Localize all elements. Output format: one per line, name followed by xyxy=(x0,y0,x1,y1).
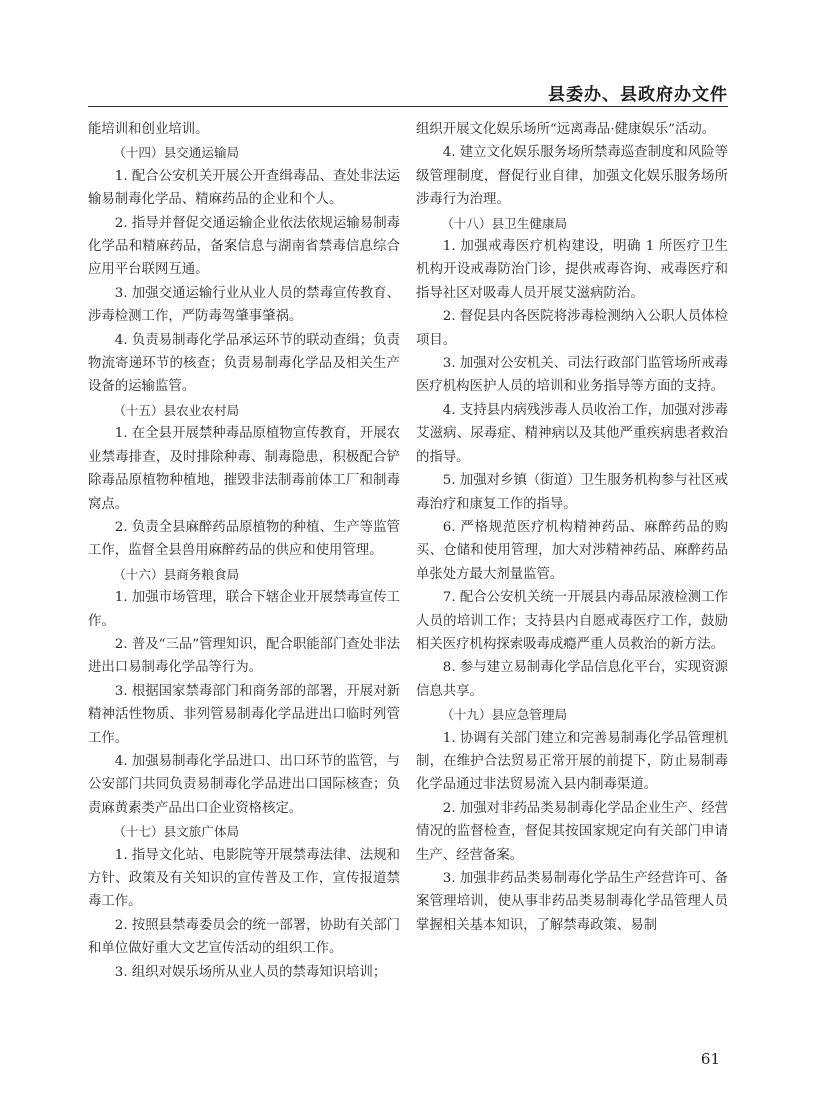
right-paragraph: 3. 加强对公安机关、司法行政部门监管场所戒毒医疗机构医护人员的培训和业务指导等方面的支持。 xyxy=(416,356,728,395)
header-title: 县委办、县政府办文件 xyxy=(548,85,728,105)
right-paragraph: 1. 协调有关部门建立和完善易制毒化学品管理机制，在维护合法贸易正常开展的前提下，防止易制毒化学品通过非法贸易流入县内制毒渠道。 xyxy=(416,730,728,793)
left-section-heading: （十七）县文旅广体局 xyxy=(113,824,240,840)
left-paragraph: 能培训和创业培训。 xyxy=(88,122,209,137)
right-section-heading: （十九）县应急管理局 xyxy=(441,707,568,723)
left-section-heading: （十六）县商务粮食局 xyxy=(113,566,240,582)
left-paragraph: 1. 加强市场管理，联合下辖企业开展禁毒宣传工作。 xyxy=(88,590,400,629)
right-section-heading: （十八）县卫生健康局 xyxy=(441,215,568,231)
left-paragraph: 2. 普及“三品”管理知识，配合职能部门查处非法进出口易制毒化学品等行为。 xyxy=(88,636,400,676)
right-paragraph: 4. 建立文化娱乐服务场所禁毒巡查制度和风险等级管理制度，督促行业自律，加强文化娱乐服务场所涉毒行为治理。 xyxy=(416,145,728,208)
left-paragraph: 1. 指导文化站、电影院等开展禁毒法律、法规和方针、政策及有关知识的宣传普及工作，宣传报道禁毒工作。 xyxy=(88,847,400,910)
right-paragraph: 8. 参与建立易制毒化学品信息化平台，实现资源信息共享。 xyxy=(416,660,728,699)
right-paragraph: 5. 加强对乡镇（街道）卫生服务机构参与社区戒毒治疗和康复工作的指导。 xyxy=(416,473,728,512)
left-paragraph: 3. 加强交通运输行业从业人员的禁毒宣传教育、涉毒检测工作，严防毒驾肇事肇祸。 xyxy=(88,285,400,325)
right-paragraph: 3. 加强非药品类易制毒化学品生产经营许可、备案管理培训，使从事非药品类易制毒化学品管理人员掌握相关基本知识，了解禁毒政策、易制 xyxy=(416,871,728,933)
left-paragraph: 1. 在全县开展禁种毒品原植物宣传教育，开展农业禁毒排查，及时排除种毒、制毒隐患，积极配合铲除毒品原植物种植地，摧毁非法制毒前体工厂和制毒窝点。 xyxy=(88,426,400,512)
left-text-column xyxy=(88,118,400,984)
left-paragraph: 4. 负责易制毒化学品承运环节的联动查缉；负责物流寄递环节的核查；负责易制毒化学品及相关生产设备的运输监管。 xyxy=(88,332,400,395)
left-section-heading: （十四）县交通运输局 xyxy=(113,145,240,161)
right-paragraph: 1. 加强戒毒医疗机构建设，明确 1 所医疗卫生机构开设戒毒防治门诊，提供戒毒咨询、戒毒医疗和指导社区对吸毒人员开展艾滋病防治。 xyxy=(416,239,728,301)
right-paragraph: 2. 督促县内各医院将涉毒检测纳入公职人员体检项目。 xyxy=(416,309,728,348)
left-paragraph: 2. 指导并督促交通运输企业依法依规运输易制毒化学品和精麻药品，备案信息与湖南省禁毒信息综合应用平台联网互通。 xyxy=(88,215,400,278)
right-paragraph: 组织开展文化娱乐场所“远离毒品·健康娱乐”活动。 xyxy=(416,122,716,137)
left-paragraph: 4. 加强易制毒化学品进口、出口环节的监管，与公安部门共同负责易制毒化学品进出口国际核查；负责麻黄素类产品出口企业资格核定。 xyxy=(88,753,400,816)
page-number: 61 xyxy=(700,1050,720,1068)
left-section-heading: （十五）县农业农村局 xyxy=(113,402,240,418)
left-paragraph: 2. 负责全县麻醉药品原植物的种植、生产等监管工作，监督全县兽用麻醉药品的供应和使用管理。 xyxy=(88,519,400,559)
right-text-column xyxy=(416,118,728,937)
right-paragraph: 2. 加强对非药品类易制毒化学品企业生产、经营情况的监督检查，督促其按国家规定向有关部门申请生产、经营备案。 xyxy=(416,800,728,863)
left-paragraph: 3. 根据国家禁毒部门和商务部的部署，开展对新精神活性物质、非列管易制毒化学品进出口临时列管工作。 xyxy=(88,683,400,746)
right-paragraph: 4. 支持县内病残涉毒人员收治工作，加强对涉毒艾滋病、尿毒症、精神病以及其他严重疾病患者救治的指导。 xyxy=(416,402,728,465)
right-paragraph: 7. 配合公安机关统一开展县内毒品尿液检测工作人员的培训工作；支持县内自愿戒毒医疗工作，鼓励相关医疗机构探索吸毒成瘾严重人员救治的新方法。 xyxy=(416,590,728,652)
left-paragraph: 2. 按照县禁毒委员会的统一部署，协助有关部门和单位做好重大文艺宣传活动的组织工作。 xyxy=(88,917,400,957)
left-paragraph: 1. 配合公安机关开展公开查缉毒品、查处非法运输易制毒化学品、精麻药品的企业和个人。 xyxy=(88,168,400,208)
right-paragraph: 6. 严格规范医疗机构精神药品、麻醉药品的购买、仓储和使用管理，加大对涉精神药品、麻醉药品单张处方最大剂量监管。 xyxy=(416,519,728,582)
left-paragraph: 3. 组织对娱乐场所从业人员的禁毒知识培训； xyxy=(114,964,387,980)
header-divider xyxy=(88,106,728,107)
